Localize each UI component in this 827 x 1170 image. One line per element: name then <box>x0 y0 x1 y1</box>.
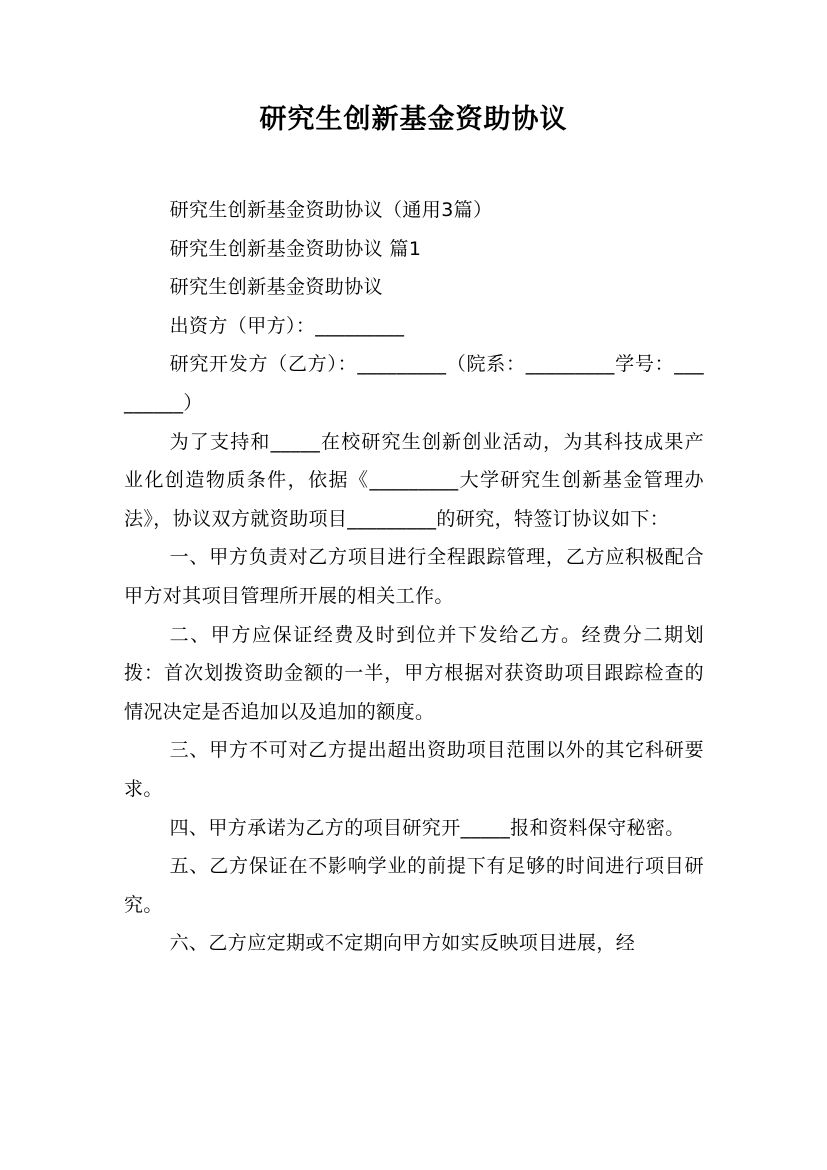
clause-6: 六、乙方应定期或不定期向甲方如实反映项目进展，经 <box>169 932 636 955</box>
clause-1: 一、甲方负责对乙方项目进行全程跟踪管理，乙方应积极配合甲方对其项目管理所开展的相关工作。 <box>124 546 704 607</box>
preamble-paragraph: 为了支持和_____在校研究生创新创业活动，为其科技成果产业化创造物质条件，依据《_________大学研究生创新基金管理办法》，协议双方就资助项目_________的研究，特签订协议如下： <box>124 430 704 530</box>
document-title: 研究生创新基金资助协议 <box>259 104 568 135</box>
clause-2: 二、甲方应保证经费及时到位并下发给乙方。经费分二期划拨：首次划拨资助金额的一半，甲方根据对获资助项目跟踪检查的情况决定是否追加以及追加的额度。 <box>124 623 704 723</box>
party-b-line: 研究开发方（乙方）：_________（院系：_________学号：_________） <box>124 353 704 414</box>
clause-4: 四、甲方承诺为乙方的项目研究开_____报和资料保守秘密。 <box>169 816 685 839</box>
clause-3: 三、甲方不可对乙方提出超出资助项目范围以外的其它科研要求。 <box>124 739 704 800</box>
document-subtitle: 研究生创新基金资助协议（通用3篇） <box>169 199 493 221</box>
document-body <box>124 191 704 963</box>
clause-5: 五、乙方保证在不影响学业的前提下有足够的时间进行项目研究。 <box>124 855 704 916</box>
party-a-line: 出资方（甲方）：_________ <box>169 314 405 337</box>
section-heading: 研究生创新基金资助协议 篇1 <box>169 237 422 260</box>
agreement-heading: 研究生创新基金资助协议 <box>169 276 383 299</box>
